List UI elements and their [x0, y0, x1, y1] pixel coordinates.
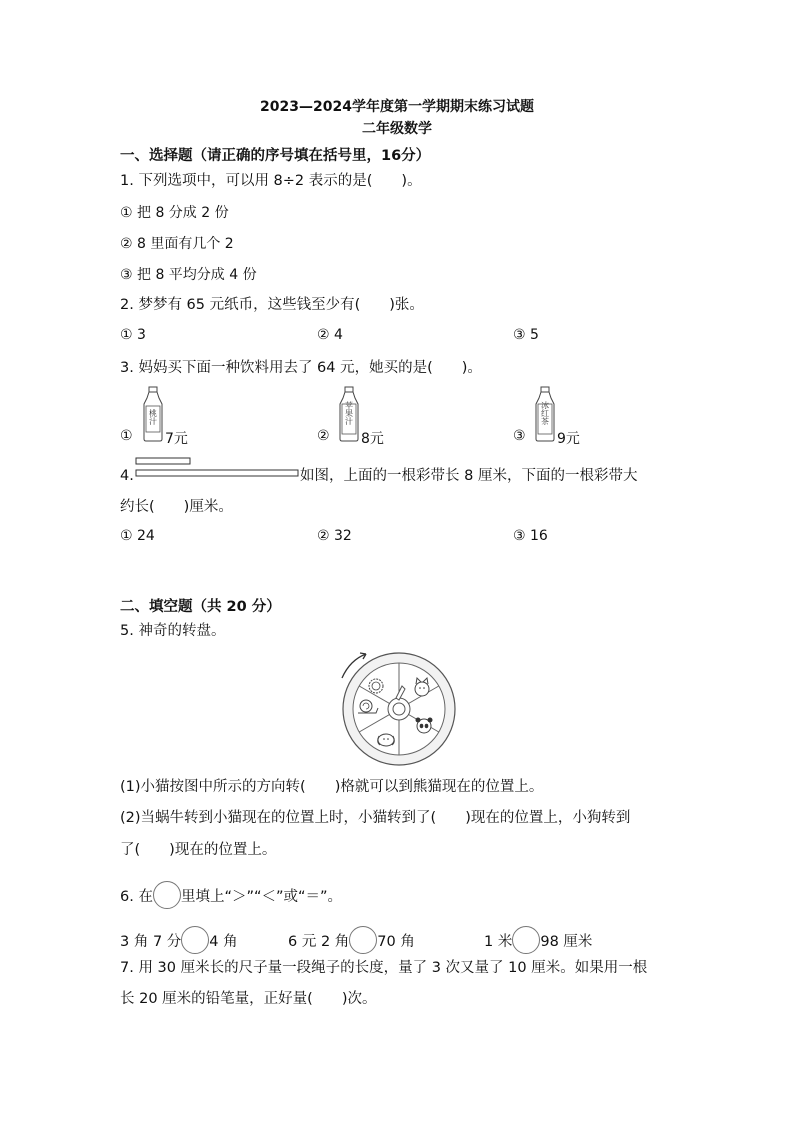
q6-item-left: 6 元 2 角: [288, 934, 350, 950]
bottle-label-char: 冰红茶: [540, 401, 550, 425]
q6-item-1: [120, 926, 238, 954]
answer-circle[interactable]: [181, 926, 209, 954]
q1-option-3: ③ 把 8 平均分成 4 份: [120, 267, 257, 283]
q5-stem: 5. 神奇的转盘。: [120, 623, 226, 639]
long-ribbon: [136, 470, 298, 476]
q4-stem-line2: 约长( )厘米。: [120, 499, 233, 515]
bottle-icon: [141, 386, 165, 442]
page-subtitle: 二年级数学: [362, 121, 432, 137]
q1-option-2: ② 8 里面有几个 2: [120, 236, 234, 252]
q6-item-left: 3 角 7 分: [120, 934, 182, 950]
q2-option-2: ② 4: [317, 327, 343, 343]
q6-stem: [120, 881, 342, 909]
q6-item-left: 1 米: [484, 934, 513, 950]
q4-number: 4.: [120, 468, 134, 484]
q5-sub1: (1)小猫按图中所示的方向转( )格就可以到熊猫现在的位置上。: [120, 779, 544, 795]
q4-stem-line1: 如图，上面的一根彩带长 8 厘米，下面的一根彩带大: [300, 468, 638, 484]
q3-option-2-price: 8元: [361, 431, 384, 447]
bottle-label-char: 桃汁: [148, 409, 158, 425]
q1-stem: 1. 下列选项中，可以用 8÷2 表示的是( )。: [120, 173, 422, 189]
spinner-wheel: [336, 648, 466, 766]
q1-option-1: ① 把 8 分成 2 份: [120, 205, 229, 221]
q3-option-3-mark: ③: [513, 428, 526, 444]
q2-option-1: ① 3: [120, 327, 146, 343]
q4-option-3: ③ 16: [513, 528, 548, 544]
q3-option-1-mark: ①: [120, 428, 133, 444]
section1-heading: 一、选择题（请正确的序号填在括号里，16分）: [120, 148, 431, 164]
q6-item-3: [484, 926, 592, 954]
dog-icon: [378, 734, 395, 746]
ribbon-figure: [134, 456, 300, 480]
short-ribbon: [136, 458, 190, 464]
q2-option-3: ③ 5: [513, 327, 539, 343]
q6-item-right: 70 角: [377, 934, 415, 950]
lion-icon: [369, 679, 383, 693]
section2-heading: 二、填空题（共 20 分）: [120, 599, 281, 615]
q7-line2: 长 20 厘米的铅笔量，正好量( )次。: [120, 991, 377, 1007]
page-title: 2023—2024学年度第一学期期末练习试题: [260, 99, 534, 115]
q6-stem-post: 里填上“＞”“＜”或“＝”。: [180, 889, 343, 905]
answer-circle[interactable]: [153, 881, 181, 909]
q3-option-2-mark: ②: [317, 428, 330, 444]
q2-stem: 2. 梦梦有 65 元纸币，这些钱至少有( )张。: [120, 297, 424, 313]
answer-circle[interactable]: [512, 926, 540, 954]
q3-option-1-price: 7元: [165, 431, 188, 447]
q3-stem: 3. 妈妈买下面一种饮料用去了 64 元，她买的是( )。: [120, 360, 482, 376]
bottle-icon: [533, 386, 557, 442]
q6-item-right: 98 厘米: [540, 934, 593, 950]
q5-sub2-line2: 了( )现在的位置上。: [120, 842, 277, 858]
q6-item-2: [288, 926, 415, 954]
q7-line1: 7. 用 30 厘米长的尺子量一段绳子的长度，量了 3 次又量了 10 厘米。如果用一根: [120, 960, 648, 976]
answer-circle[interactable]: [349, 926, 377, 954]
q5-sub2-line1: (2)当蜗牛转到小猫现在的位置上时，小猫转到了( )现在的位置上，小狗转到: [120, 810, 631, 826]
q4-option-2: ② 32: [317, 528, 352, 544]
q3-option-3-price: 9元: [557, 431, 580, 447]
bottle-icon: [337, 386, 361, 442]
bottle-label-char: 苹果汁: [344, 401, 354, 425]
q6-stem-pre: 6. 在: [120, 889, 153, 905]
q6-item-right: 4 角: [209, 934, 238, 950]
q4-option-1: ① 24: [120, 528, 155, 544]
